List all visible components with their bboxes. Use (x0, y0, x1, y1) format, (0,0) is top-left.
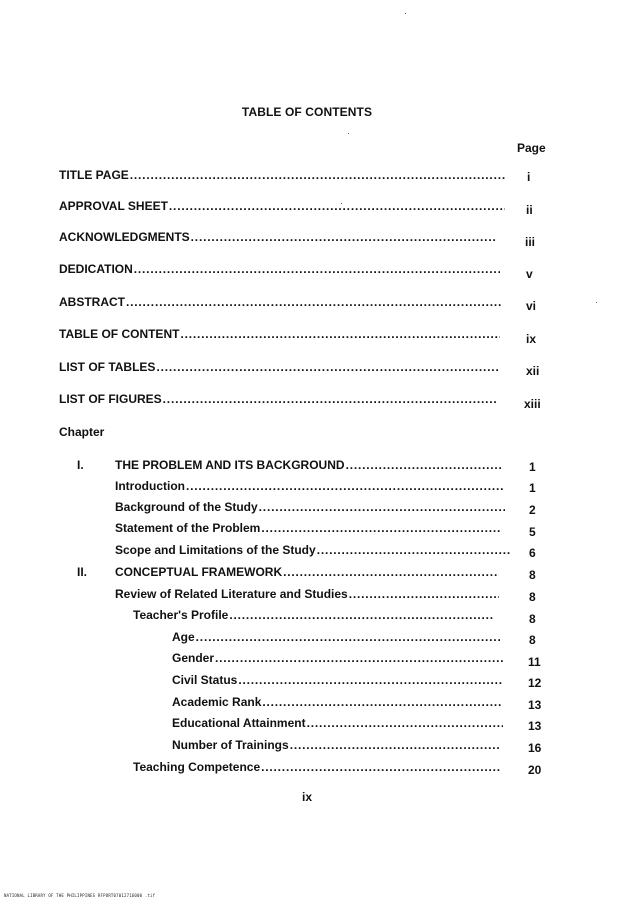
toc-entry-label: LIST OF TABLES (59, 360, 156, 374)
dot-leader (262, 695, 501, 709)
page-title: TABLE OF CONTENTS (241, 105, 373, 119)
dot-leader (191, 230, 497, 244)
toc-entry (59, 327, 502, 341)
dot-leader (283, 565, 499, 579)
toc-page-number: 5 (529, 525, 536, 539)
toc-page-number: 2 (529, 503, 536, 517)
dot-leader (130, 168, 505, 182)
toc-entry (172, 738, 501, 752)
dot-leader (307, 716, 503, 730)
toc-page-number: v (526, 267, 533, 281)
toc-entry-label: Background of the Study (115, 500, 258, 514)
toc-entry (59, 262, 502, 276)
toc-page-number: xii (526, 364, 540, 378)
toc-entry-label: TABLE OF CONTENT (59, 327, 180, 341)
dot-leader (134, 262, 500, 276)
toc-entry (59, 230, 499, 244)
toc-entry (172, 673, 505, 687)
toc-page-number: 12 (528, 676, 542, 690)
toc-entry-label: Teaching Competence (133, 760, 261, 774)
toc-page-number: 20 (528, 763, 542, 777)
dot-leader (349, 587, 499, 601)
dot-leader (156, 360, 500, 374)
chapter-heading: Chapter (59, 425, 105, 439)
toc-entry-label: Statement of the Problem (115, 521, 261, 535)
toc-page-number: 1 (529, 460, 536, 474)
toc-page-number: 8 (529, 633, 536, 647)
toc-page-number: 1 (529, 481, 536, 495)
scan-speck (405, 13, 406, 14)
toc-entry (59, 168, 507, 182)
dot-leader (229, 608, 493, 622)
toc-entry-label: Teacher's Profile (133, 608, 229, 622)
chapter-numeral: II. (77, 565, 88, 579)
toc-entry-label: Age (172, 630, 195, 644)
toc-entry-label: Educational Attainment (172, 716, 306, 730)
toc-entry (115, 587, 501, 601)
toc-page-number: ix (526, 332, 537, 346)
toc-entry-label: TITLE PAGE (59, 168, 129, 182)
toc-page-number: 6 (529, 546, 536, 560)
toc-page-number: vi (526, 299, 537, 313)
toc-entry (172, 695, 503, 709)
scan-watermark: NATIONAL LIBRARY OF THE PHILIPPINES RFPORT07012716000 .tif (4, 893, 156, 898)
toc-entry (115, 500, 507, 514)
toc-entry (115, 521, 504, 535)
toc-entry-label: Academic Rank (172, 695, 262, 709)
toc-entry-label: Introduction (115, 479, 185, 493)
dot-leader (196, 630, 501, 644)
toc-entry-label: Gender (172, 651, 215, 665)
toc-entry-label: DEDICATION (59, 262, 133, 276)
toc-entry (115, 565, 501, 579)
footer-page-number: ix (301, 790, 312, 804)
toc-page-number: 13 (528, 698, 542, 712)
dot-leader (261, 521, 502, 535)
dot-leader (290, 738, 499, 752)
toc-entry (115, 479, 507, 493)
toc-entry-label: ACKNOWLEDGMENTS (59, 230, 190, 244)
toc-entry (133, 608, 495, 622)
page-column-label: Page (517, 141, 546, 155)
toc-entry (133, 760, 503, 774)
dot-leader (169, 199, 505, 213)
toc-entry-label: LIST OF FIGURES (59, 392, 162, 406)
toc-entry-label: Civil Status (172, 673, 238, 687)
dot-leader (163, 392, 497, 406)
toc-entry (115, 543, 513, 557)
toc-page-number: 13 (528, 719, 542, 733)
dot-leader (317, 543, 511, 557)
dot-leader (238, 673, 503, 687)
scan-speck (348, 133, 349, 134)
toc-entry (115, 458, 505, 472)
toc-entry (59, 295, 504, 309)
dot-leader (259, 500, 505, 514)
toc-page-number: 8 (529, 568, 536, 582)
toc-entry (59, 199, 507, 213)
dot-leader (186, 479, 505, 493)
dot-leader (346, 458, 503, 472)
toc-entry (59, 360, 502, 374)
toc-entry (172, 651, 505, 665)
scan-speck (341, 203, 342, 204)
dot-leader (126, 295, 502, 309)
toc-page-number: iii (525, 235, 536, 249)
dot-leader (215, 651, 503, 665)
toc-page-number: xiii (524, 397, 541, 411)
toc-page-number: i (527, 170, 531, 184)
toc-page-number: 8 (529, 590, 536, 604)
dot-leader (261, 760, 501, 774)
toc-entry-label: CONCEPTUAL FRAMEWORK (115, 565, 283, 579)
toc-entry-label: Number of Trainings (172, 738, 289, 752)
toc-entry-label: Scope and Limitations of the Study (115, 543, 316, 557)
toc-entry-label: THE PROBLEM AND ITS BACKGROUND (115, 458, 345, 472)
dot-leader (180, 327, 500, 341)
toc-entry-label: APPROVAL SHEET (59, 199, 168, 213)
scan-speck (596, 302, 597, 303)
toc-entry (59, 392, 499, 406)
toc-page-number: ii (526, 203, 533, 217)
toc-page-number: 8 (529, 612, 536, 626)
chapter-numeral: I. (77, 458, 84, 472)
toc-page-number: 11 (528, 655, 541, 669)
toc-entry-label: ABSTRACT (59, 295, 125, 309)
toc-entry-label: Review of Related Literature and Studies (115, 587, 348, 601)
toc-entry (172, 630, 503, 644)
toc-page-number: 16 (528, 741, 542, 755)
toc-entry (172, 716, 505, 730)
